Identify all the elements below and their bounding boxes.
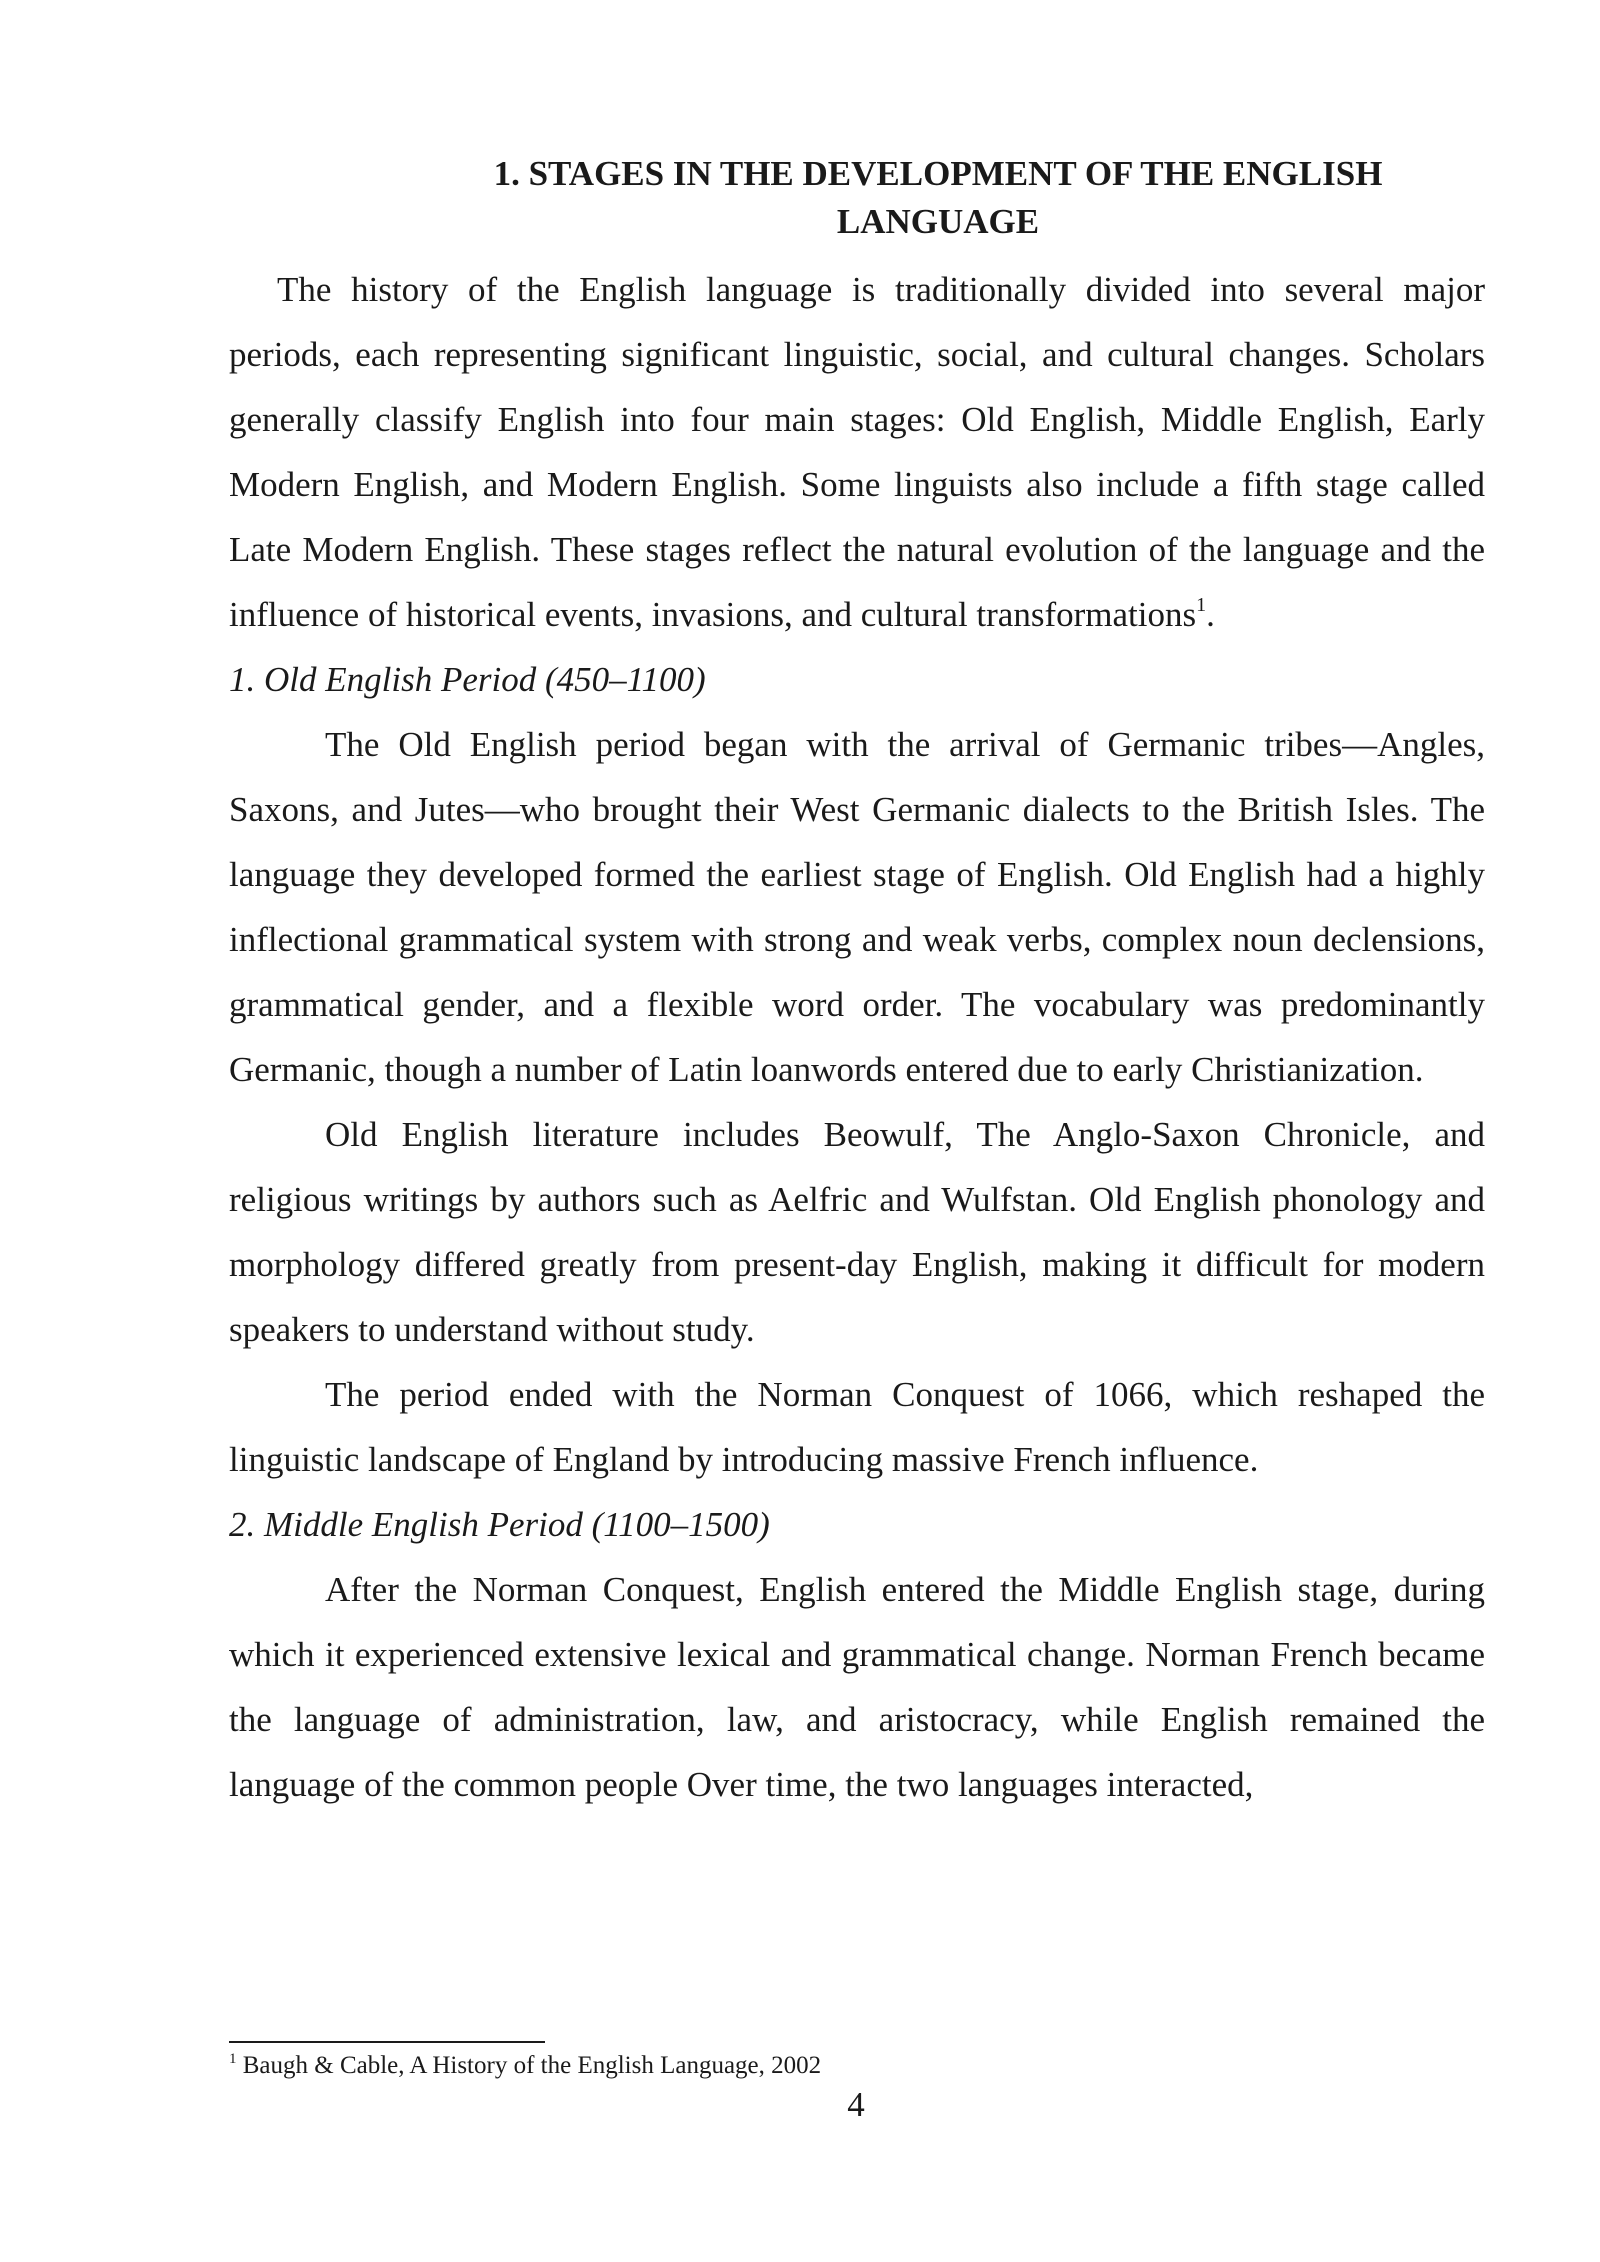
section-1-paragraph-2: Old English literature includes Beowulf, The Anglo-Saxon Chronicle, and religious writings by authors such as Aelfric and Wulfstan. Old English phonology and morphology differed greatly from present-day English, making it difficult for modern speakers to understand without study.	[229, 1115, 1485, 1349]
chapter-heading-line-1: 1. STAGES IN THE DEVELOPMENT OF THE ENGLISH	[493, 154, 1383, 193]
section-1-paragraph-1: The Old English period began with the arrival of Germanic tribes—Angles, Saxons, and Jutes—who brought their West Germanic dialects to the British Isles. The language they developed formed the earliest stage of English. Old English had a highly inflectional grammatical system with strong and weak verbs, complex noun declensions, grammatical gender, and a flexible word order. The vocabulary was predominantly Germanic, though a number of Latin loanwords entered due to early Christianization.	[229, 725, 1485, 1089]
section-2-title: 2. Middle English Period (1100–1500)	[229, 1505, 770, 1544]
footnote-separator	[229, 2041, 545, 2043]
footnote-marker: 1	[229, 2051, 237, 2067]
section-2-paragraph-1: After the Norman Conquest, English entered the Middle English stage, during which it experienced extensive lexical and grammatical change. Norman French became the language of administration, law, and aristocracy, while English remained the language of the common people Over time, the two languages interacted,	[229, 1570, 1485, 1804]
footnote-text: Baugh & Cable, A History of the English Language, 2002	[236, 2052, 822, 2079]
section-1-paragraph-3: The period ended with the Norman Conquest of 1066, which reshaped the linguistic landscape of England by introducing massive French influence.	[229, 1375, 1485, 1479]
section-1-title: 1. Old English Period (450–1100)	[229, 660, 706, 699]
footnote	[229, 2050, 821, 2082]
intro-end: .	[1206, 595, 1215, 634]
intro-paragraph	[229, 257, 1485, 647]
footnote-reference[interactable]: 1	[1196, 594, 1207, 616]
document-page	[229, 150, 1485, 1817]
intro-text: The history of the English language is traditionally divided into several major periods, each representing significant linguistic, social, and cultural changes. Scholars generally classify English into four main stages: Old English, Middle English, Early Modern English, and Modern English. Some linguists also include a fifth stage called Late Modern English. These stages reflect the natural evolution of the language and the influence of historical events, invasions, and cultural transformations	[229, 270, 1485, 634]
chapter-heading-line-2: LANGUAGE	[836, 202, 1040, 241]
page-number: 4	[847, 2085, 865, 2124]
chapter-heading	[229, 150, 1485, 246]
